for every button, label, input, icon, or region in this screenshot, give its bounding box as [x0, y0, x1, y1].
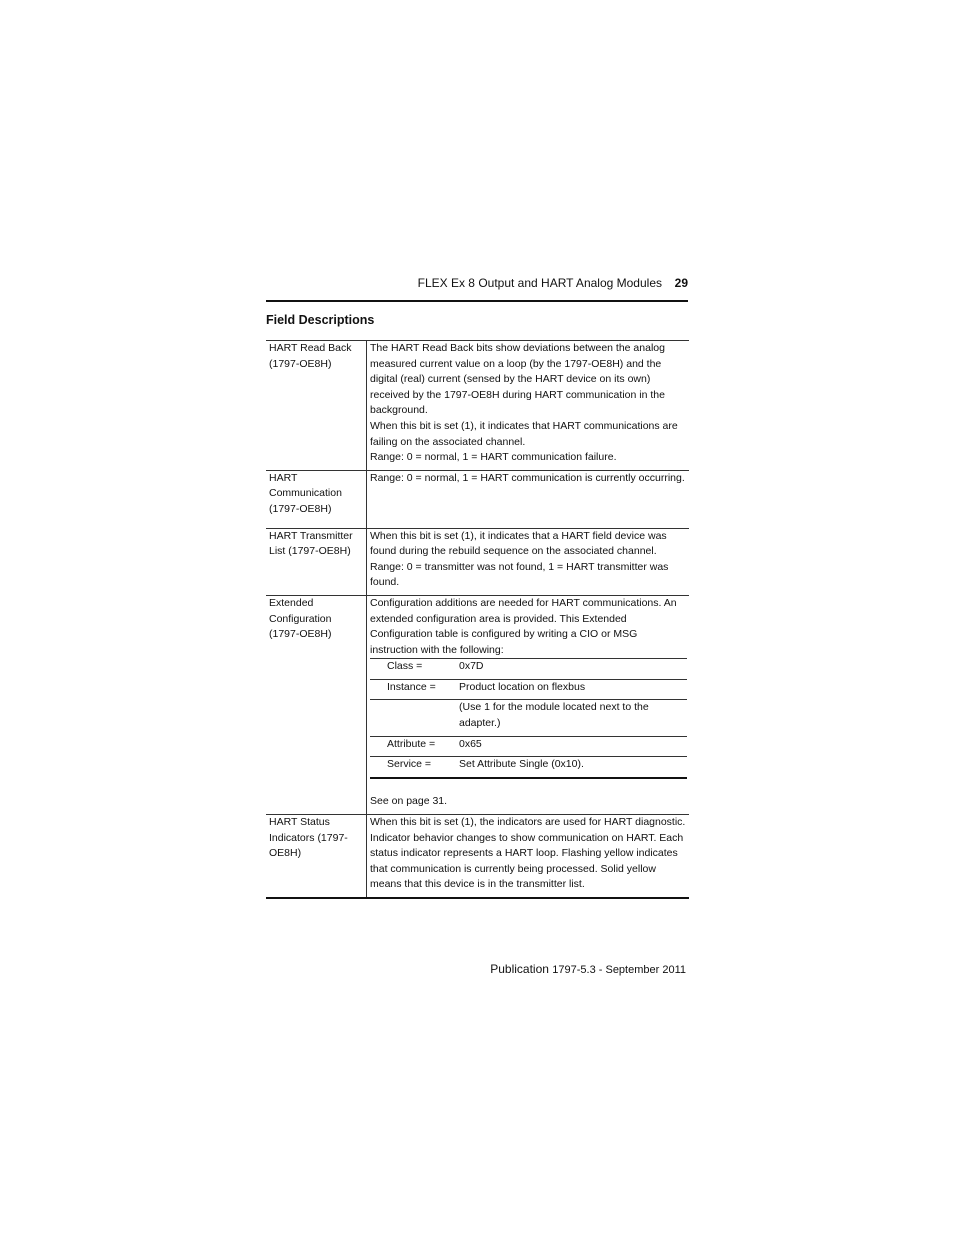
- config-key: Class =: [387, 660, 423, 673]
- publication-number: 1797-5.3 - September 2011: [552, 964, 686, 976]
- config-row: [370, 659, 687, 680]
- field-description: [367, 341, 690, 471]
- description-paragraph: Range: 0 = normal, 1 = HART communication failure.: [370, 451, 617, 464]
- table-row: [266, 470, 689, 528]
- table-row: [266, 528, 689, 595]
- field-name: HART Read Back (1797-OE8H): [266, 341, 367, 471]
- field-description: [367, 595, 690, 814]
- config-key: Attribute =: [387, 737, 436, 750]
- field-description: [367, 528, 690, 595]
- description-paragraph: When this bit is set (1), the indicators are used for HART diagnostic. Indicator behavior changes to show communication on HART. Each status indicator represents a HART loop. Flashing yellow indicates that communication is currently being processed. Solid yellow means that this device is in the transmitter list.: [370, 816, 686, 891]
- config-row: [370, 700, 687, 736]
- page-footer: [490, 962, 686, 976]
- config-row: [370, 757, 687, 778]
- field-name: HART Communication (1797-OE8H): [266, 470, 367, 528]
- config-key: [370, 700, 456, 736]
- cross-reference-note: See on page 31.: [370, 795, 448, 808]
- page-number: 29: [674, 276, 688, 290]
- config-value: 0x65: [459, 737, 482, 750]
- description-paragraph: The HART Read Back bits show deviations between the analog measured current value on a loop (by the 1797-OE8H) and the digital (real) current (sensed by the HART device on its own) received by the 1797-OE8H during HART communication in the background.: [370, 342, 665, 417]
- description-paragraph: When this bit is set (1), it indicates that HART communications are failing on the associated channel.: [370, 419, 678, 448]
- field-name: Extended Configuration (1797-OE8H): [266, 595, 367, 814]
- spacer: [370, 779, 687, 795]
- description-paragraph: Range: 0 = normal, 1 = HART communication is currently occurring.: [370, 471, 685, 484]
- config-value: Set Attribute Single (0x10).: [459, 758, 584, 771]
- header-title: FLEX Ex 8 Output and HART Analog Modules: [417, 276, 662, 290]
- config-key: Service =: [387, 758, 432, 771]
- table-row: [266, 341, 689, 471]
- description-paragraph: When this bit is set (1), it indicates that a HART field device was found during the rebuild sequence on the associated channel.: [370, 529, 667, 558]
- config-parameters: [370, 658, 687, 779]
- table-row: [266, 815, 689, 898]
- field-name: HART Transmitter List (1797-OE8H): [266, 528, 367, 595]
- section-title: Field Descriptions: [266, 313, 375, 327]
- config-key: Instance =: [387, 680, 436, 693]
- field-description: [367, 815, 690, 898]
- page-header: [266, 276, 688, 302]
- description-paragraph: Range: 0 = transmitter was not found, 1 = HART transmitter was found.: [370, 560, 669, 589]
- field-description: [367, 470, 690, 528]
- field-descriptions-table: [266, 340, 689, 899]
- config-value: Product location on flexbus: [459, 680, 586, 693]
- field-name: HART Status Indicators (1797-OE8H): [266, 815, 367, 898]
- description-paragraph: Configuration additions are needed for HART communications. An extended configuration area is provided. This Extended Configuration table is configured by writing a CIO or MSG instruction with the following:: [370, 596, 677, 656]
- config-value: (Use 1 for the module located next to the adapter.): [459, 701, 649, 730]
- config-row: [370, 679, 687, 700]
- config-row: [370, 736, 687, 757]
- publication-label: Publication: [490, 962, 549, 976]
- table-row: [266, 595, 689, 814]
- config-value: 0x7D: [459, 660, 484, 673]
